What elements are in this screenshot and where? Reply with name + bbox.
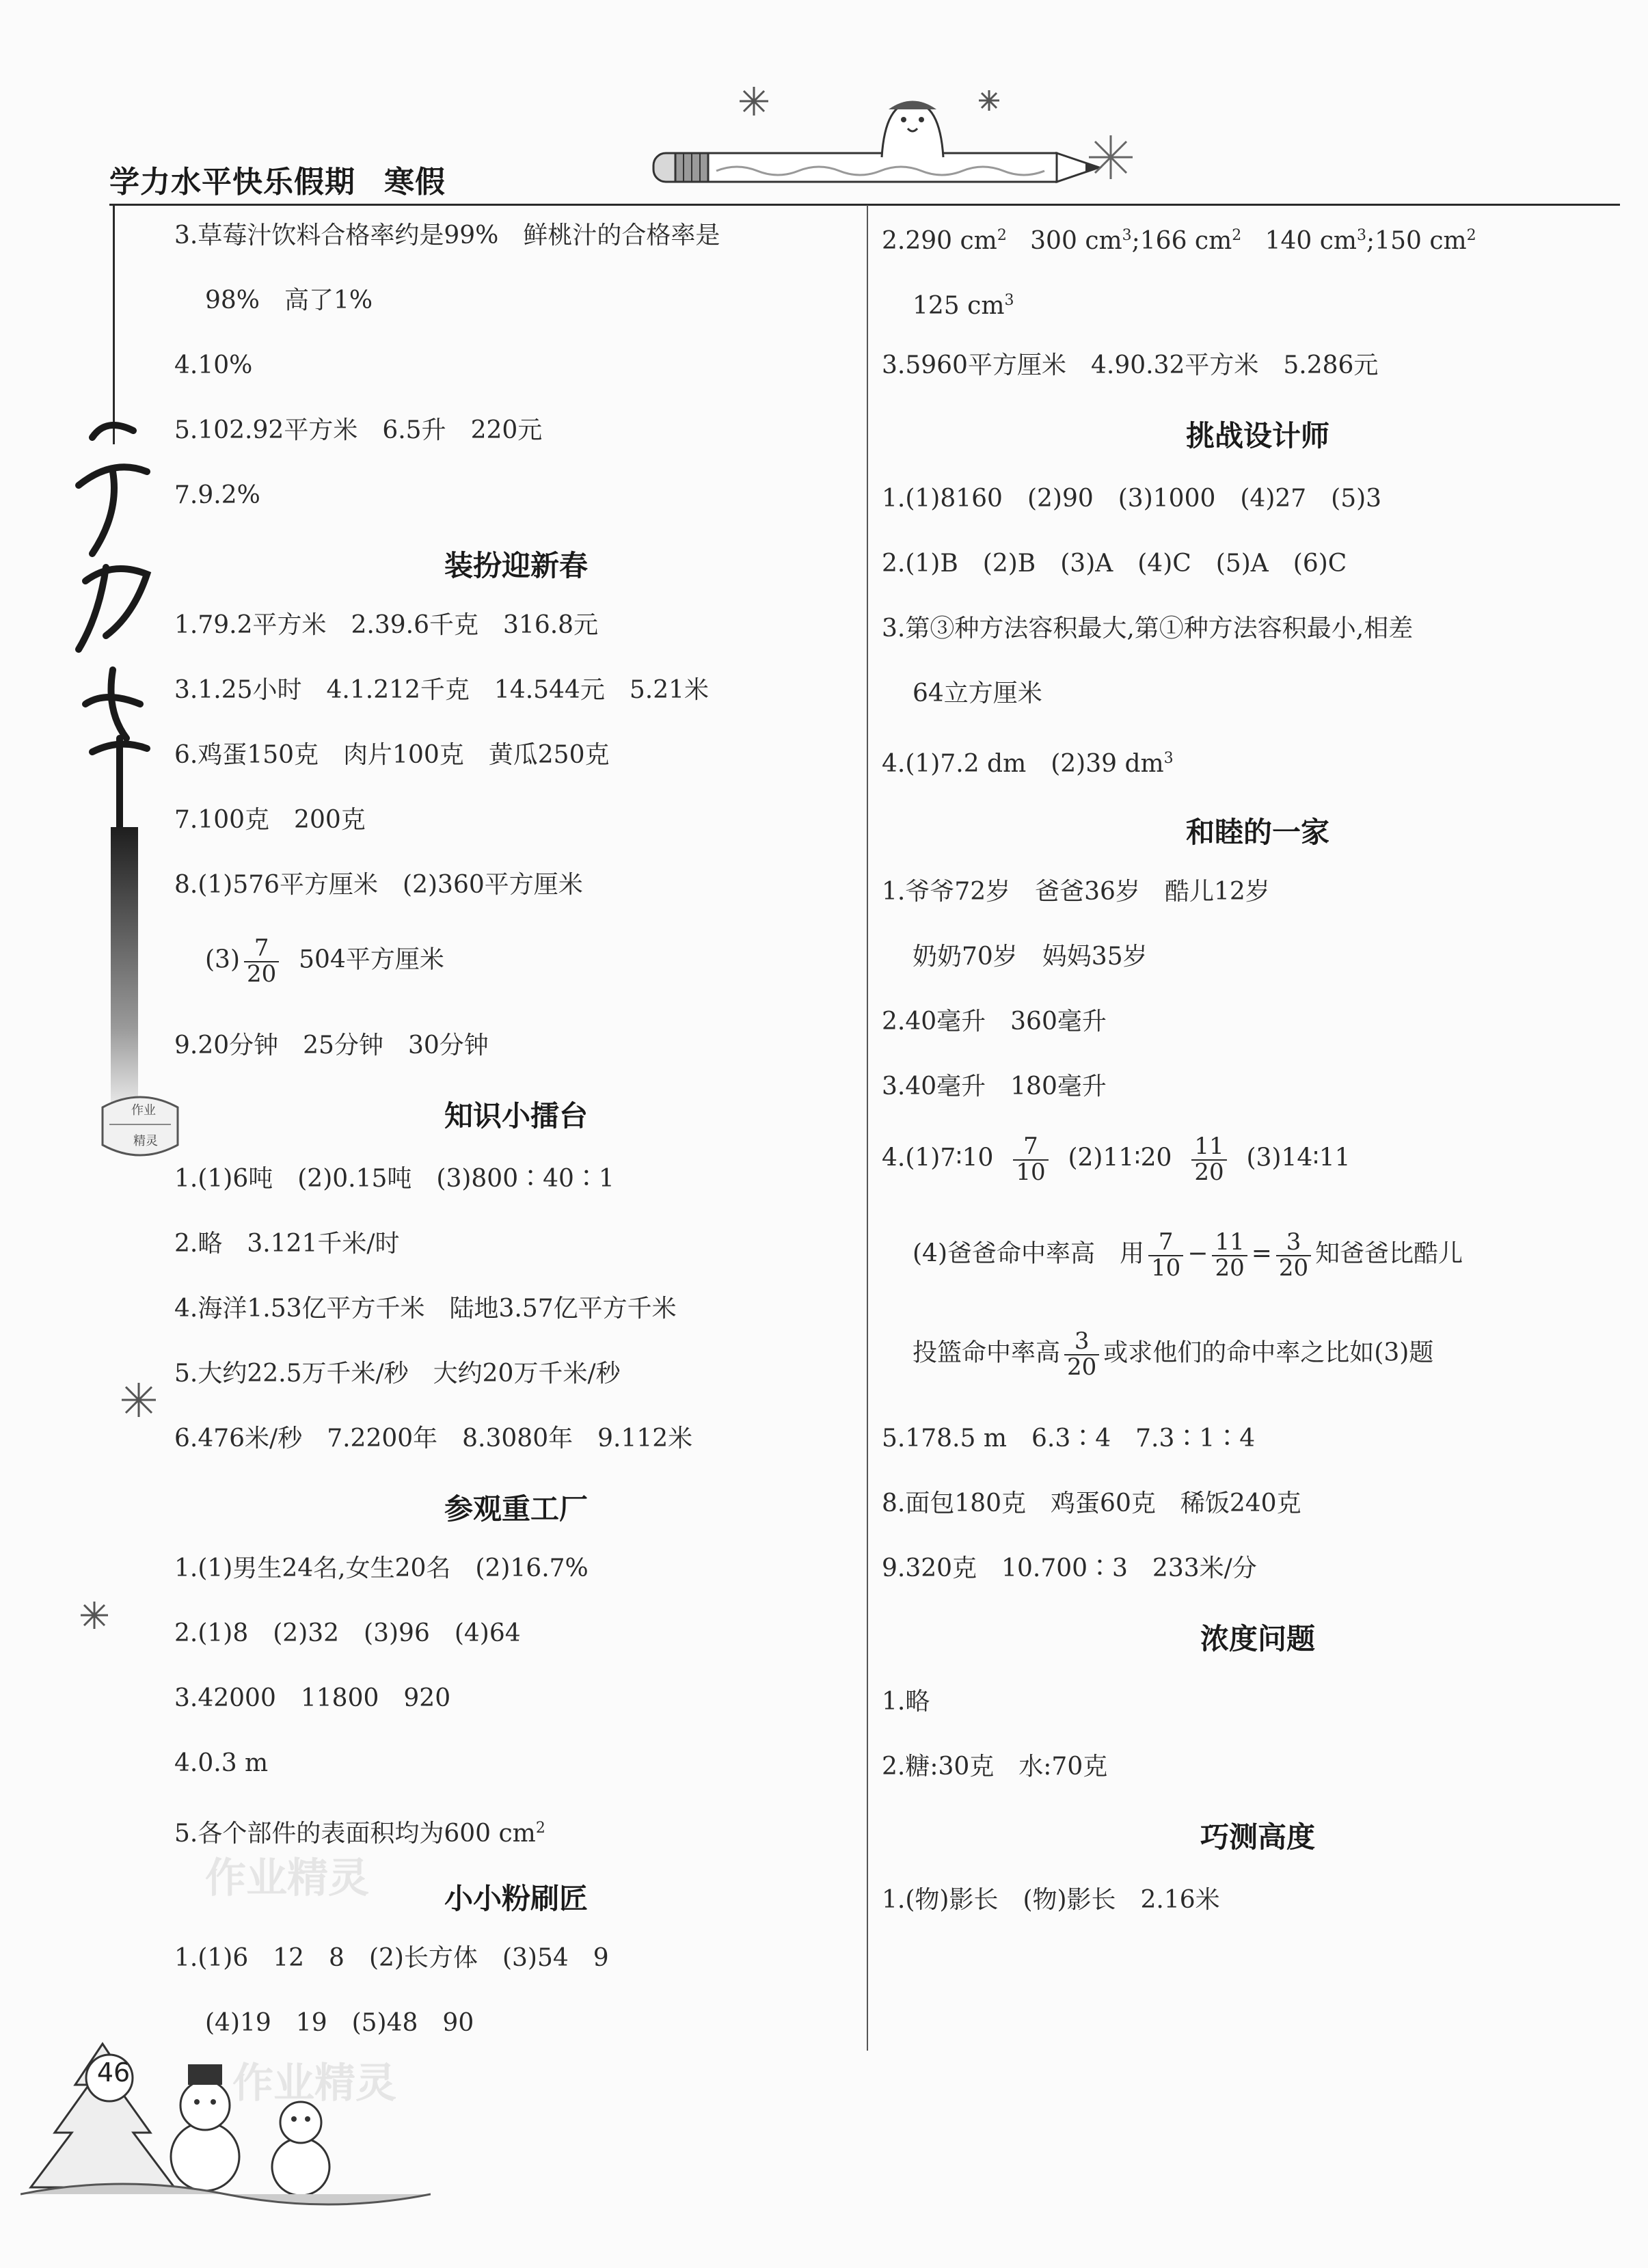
watermark: 作业精灵 [205,1854,369,1902]
column-divider [867,205,868,2051]
answer-text: 或求他们的命中率之比如(3)题 [1103,1338,1434,1367]
answer-text: 投篮命中率高 [913,1338,1061,1367]
superscript: 3 [1004,292,1014,309]
answer-text: (3) [205,945,240,974]
fraction [1212,1230,1247,1280]
answer-line [882,1135,1351,1185]
answer-line: 2.(1)B (2)B (3)A (4)C (5)A (6)C [882,550,1347,578]
answer-text: 知爸爸比酷儿 [1315,1239,1463,1268]
equals-sign: = [1251,1239,1272,1268]
answer-line: 2.(1)8 (2)32 (3)96 (4)64 [174,1619,521,1647]
answer-line: 2.40毫升 360毫升 [882,1008,1107,1036]
answer-line: (4)19 19 (5)48 90 [205,2009,474,2037]
answer-line: 8.(1)576平方厘米 (2)360平方厘米 [174,871,583,899]
section-title: 浓度问题 [1200,1622,1315,1656]
numerator: 11 [1212,1230,1247,1256]
answer-line: 1.(1)6 12 8 (2)长方体 (3)54 9 [174,1944,609,1972]
answer-line: 1.79.2平方米 2.39.6千克 316.8元 [174,611,599,639]
answer-line: 1.(物)影长 (物)影长 2.16米 [882,1886,1220,1914]
fraction [1064,1329,1099,1379]
answer-line: 4.10% [174,351,253,379]
watermark: 作业精灵 [232,2060,396,2107]
denominator: 10 [1151,1254,1181,1282]
header-title [109,157,446,201]
answer-line [205,936,444,986]
answer-line: 3.第③种方法容积最大,第①种方法容积最小,相差 [882,615,1414,643]
superscript: 2 [1232,227,1242,244]
answer-text: (3)14∶11 [1246,1144,1351,1172]
superscript: 2 [1466,227,1476,244]
page-number: 46 [96,2057,131,2088]
numerator: 7 [1148,1230,1183,1256]
fraction [1191,1135,1226,1185]
minus-sign: − [1187,1239,1208,1268]
numerator: 7 [244,936,279,962]
answer-line: 1.(1)8160 (2)90 (3)1000 (4)27 (5)3 [882,485,1382,513]
answer-line [882,745,1174,778]
answer-line: 3.42000 11800 920 [174,1684,451,1712]
answer-text: (4)爸爸命中率高 用 [913,1239,1144,1268]
answer-text: 4.(1)7∶10 [882,1144,994,1172]
header-title-sub: 寒假 [384,165,446,200]
homework-stamp [96,1087,185,1162]
section-title: 装扮迎新春 [444,549,588,582]
left-border-line [113,205,115,444]
snowflake-icon [79,1599,110,1631]
section-title: 挑战设计师 [1185,419,1329,453]
answer-line: 4.0.3 m [174,1749,269,1777]
numerator: 3 [1276,1230,1311,1256]
superscript: 2 [535,1820,545,1837]
section-title: 知识小擂台 [444,1099,588,1133]
answer-line [913,287,1014,320]
answer-line: 2.略 3.121千米/时 [174,1230,400,1258]
answer-text: 4.(1)7.2 dm (2)39 dm [882,750,1164,778]
section-title: 参观重工厂 [444,1492,588,1526]
answer-line: 3.1.25小时 4.1.212千克 14.544元 5.21米 [174,676,710,704]
answer-text: 140 cm [1265,227,1357,255]
header-title-main: 学力水平快乐假期 [109,165,355,200]
answer-line: 5.178.5 m 6.3∶4 7.3∶1∶4 [882,1425,1256,1453]
answer-line: 2.糖:30克 水:70克 [882,1753,1108,1781]
denominator: 20 [1194,1158,1224,1186]
denominator: 20 [1278,1254,1309,1282]
fraction [1276,1230,1311,1280]
answer-line: 6.476米/秒 7.2200年 8.3080年 9.112米 [174,1425,693,1453]
section-title: 巧测高度 [1200,1820,1315,1854]
answer-line: 3.5960平方厘米 4.90.32平方米 5.286元 [882,351,1379,379]
answer-line: 98% 高了1% [205,286,373,314]
answer-line: 奶奶70岁 妈妈35岁 [913,943,1148,971]
header-rule [109,204,1620,206]
section-title: 和睦的一家 [1185,815,1329,849]
answer-line: 6.鸡蛋150克 肉片100克 黄瓜250克 [174,741,610,769]
answer-line: 3.40毫升 180毫升 [882,1072,1107,1101]
denominator: 20 [1067,1353,1097,1381]
fraction [244,936,279,986]
denominator: 20 [247,960,277,988]
answer-line: 7.9.2% [174,481,260,509]
answer-line: 1.(1)6吨 (2)0.15吨 (3)800∶40∶1 [174,1165,614,1193]
penguin-icon [868,89,957,164]
answer-line: 1.略 [882,1688,930,1716]
denominator: 20 [1215,1254,1245,1282]
fraction [1148,1230,1183,1280]
answer-line: 7.100克 200克 [174,806,366,834]
snowflake-icon [120,1381,158,1419]
svg-text:精灵: 精灵 [133,1134,158,1148]
denominator: 10 [1016,1158,1046,1186]
svg-text:作业: 作业 [131,1103,156,1118]
fraction [1013,1135,1048,1185]
answer-text: 5.各个部件的表面积均为600 cm [174,1820,536,1848]
answer-line: 1.爷爷72岁 爸爸36岁 酷儿12岁 [882,878,1270,906]
answer-line: 4.海洋1.53亿平方千米 陆地3.57亿平方千米 [174,1295,677,1323]
answer-line: 9.320克 10.700∶3 233米/分 [882,1554,1257,1582]
answer-text: 125 cm [913,292,1005,320]
snowflake-icon [738,85,770,117]
answer-line [913,1230,1463,1280]
snowflake-icon [977,89,1001,112]
answer-line: 3.草莓汁饮料合格率约是99% 鲜桃汁的合格率是 [174,221,720,249]
superscript: 3 [1357,227,1367,244]
answer-line: 64立方厘米 [913,679,1042,707]
answer-text: 300 cm [1030,227,1122,255]
answer-line: 9.20分钟 25分钟 30分钟 [174,1031,489,1059]
answer-text: ;166 cm [1131,227,1232,255]
section-title: 小小粉刷匠 [444,1882,588,1915]
snowflake-icon [1087,133,1135,181]
numerator: 7 [1013,1135,1048,1161]
superscript: 3 [1122,227,1132,244]
answer-text: 504平方厘米 [299,945,444,974]
superscript: 3 [1163,750,1174,767]
answer-text: 2.290 cm [882,227,997,255]
answer-line [913,1329,1433,1379]
calligraphy-logo [65,410,174,834]
answer-line [882,222,1476,255]
answer-line [174,1815,545,1848]
answer-line: 5.大约22.5万千米/秒 大约20万千米/秒 [174,1360,621,1388]
numerator: 3 [1064,1329,1099,1355]
answer-line: 1.(1)男生24名,女生20名 (2)16.7% [174,1554,589,1582]
sidebar-gradient-bar [111,827,138,1114]
answer-text: (2)11∶20 [1068,1144,1172,1172]
numerator: 11 [1191,1135,1226,1161]
answer-line: 5.102.92平方米 6.5升 220元 [174,416,543,444]
answer-line: 8.面包180克 鸡蛋60克 稀饭240克 [882,1489,1301,1517]
answer-text: ;150 cm [1366,227,1467,255]
superscript: 2 [997,227,1007,244]
